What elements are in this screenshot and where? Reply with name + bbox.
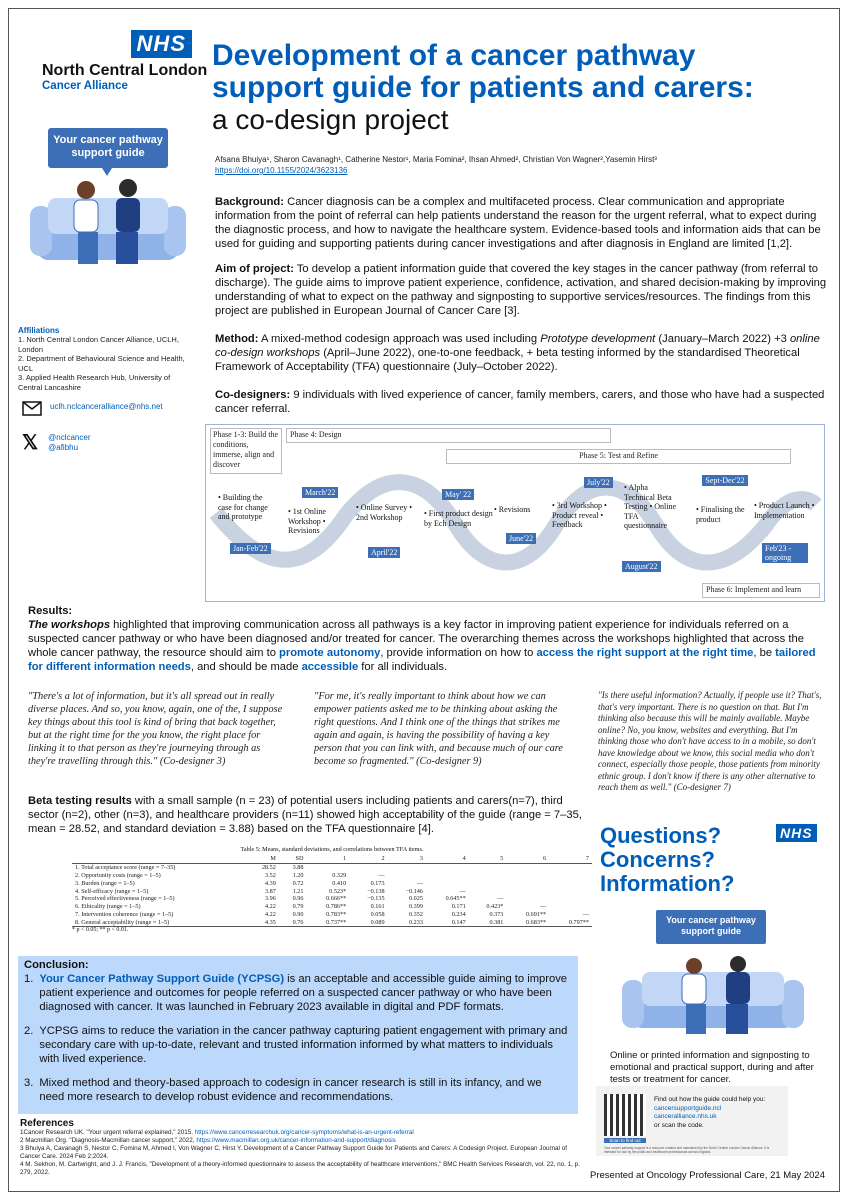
table-cell: 0.025 bbox=[408, 895, 423, 903]
table-cell: 28.52 bbox=[261, 864, 276, 872]
results-highlight-tailored: tailored for different information needs bbox=[28, 647, 816, 673]
timeline-step-1 bbox=[218, 493, 274, 522]
guide-label-bubble: Your cancer pathway support guide bbox=[48, 128, 168, 168]
table-cell bbox=[549, 887, 592, 895]
table-cell: 2. Opportunity costs (range = 1–5) bbox=[75, 871, 161, 879]
tfa-table bbox=[72, 855, 592, 926]
handle-1[interactable]: @nclcancer bbox=[48, 433, 91, 442]
th: 4 bbox=[462, 855, 466, 863]
table-cell: 0.089 bbox=[370, 918, 385, 926]
table-cell: — bbox=[497, 895, 504, 903]
background-text: Cancer diagnosis can be a complex and multifaceted process. Clear communication and appropriate information from the point of referral can help patients understand the reason for the urgent referral, what to expect during the diagnostic process, and how to navigate the healthcare system. Evidence-based tools and information aids that can be used for guiding and supporting patients during cancer investigations and after diagnosis in England are limited [1,2]. bbox=[215, 196, 821, 250]
table-cell: 0.058 bbox=[370, 910, 385, 918]
conclusion-content bbox=[24, 958, 569, 1104]
guide-illustration bbox=[18, 128, 188, 278]
aim-section bbox=[215, 262, 827, 318]
step-7-text: • Alpha Technical Beta Testing • Online TFA questionnaire bbox=[624, 483, 677, 530]
nhs-logo-block bbox=[42, 30, 207, 92]
table-cell: 0.423* bbox=[486, 903, 504, 911]
table-row bbox=[72, 872, 592, 880]
table-cell: 4.22 bbox=[265, 910, 276, 918]
table-cell: 4.39 bbox=[265, 879, 276, 887]
step-9-date: Feb'23 - ongoing bbox=[762, 543, 808, 563]
background-section bbox=[215, 195, 827, 251]
table-cell bbox=[426, 863, 469, 871]
table-cell bbox=[549, 863, 592, 871]
timeline-step-4 bbox=[424, 509, 494, 528]
th: SD bbox=[295, 855, 304, 863]
table-cell: 4.35 bbox=[265, 918, 276, 926]
step-3-date: April'22 bbox=[368, 547, 400, 558]
conclusion-item-3: 3. Mixed method and theory-based approach to codesign in cancer research is still in its infancy, and we need more research to develop robust evidence and recommendations. bbox=[24, 1076, 569, 1104]
step-1-date: Jan-Feb'22 bbox=[230, 543, 271, 554]
timeline-step-9 bbox=[754, 501, 816, 520]
table-cell: 3.88 bbox=[292, 864, 304, 872]
results-highlight-access: access the right support at the right time bbox=[536, 647, 754, 659]
promo-qr-card bbox=[596, 1086, 788, 1156]
table-cell: — bbox=[539, 903, 547, 911]
table-cell: 1.20 bbox=[292, 871, 304, 879]
quote-codesigner-9: "For me, it's really important to think about how we can empower patients asked me to be thinking about asking the right questions. And I think one of the things that strikes me again and again, is having the possibility of having a key person that you can link with, and because much of our care become so fragmented." (Co-designer 9) bbox=[314, 691, 563, 767]
table-cell: 0.352 bbox=[408, 910, 423, 918]
table-cell: 7. Intervention coherence (range = 1–5) bbox=[75, 910, 174, 918]
title-line-1: Development of a cancer pathway bbox=[212, 39, 696, 72]
results-text-1: highlighted that improving communication across all pathways is a key factor in improving patient experience for individuals referred on a suspected cancer pathway or who have been diagnosed and/or treated for cancer. The overarching themes across the workshops highlighted that across the whole cancer pathway, the resource should aim to bbox=[28, 619, 804, 659]
table-cell: −0.146 bbox=[405, 887, 423, 895]
couple-on-sofa-illustration bbox=[18, 128, 188, 278]
step-1-text: • Building the case for change and prototype bbox=[218, 493, 268, 521]
table-cell bbox=[469, 879, 507, 887]
affiliations-title: Affiliations bbox=[18, 326, 60, 335]
th: M bbox=[270, 855, 276, 863]
phase-6: Phase 6: Implement and learn bbox=[702, 583, 820, 598]
table-cell: 0.399 bbox=[408, 903, 423, 911]
promo-find-out bbox=[654, 1096, 784, 1130]
method-text-3: (April–June 2022), one-to-one feedback, + beta testing informed by the standardised Theoretical Framework of Acceptability (TFA) questionnaire (July–October 2022). bbox=[215, 347, 800, 373]
promo-information-text: Information? bbox=[600, 871, 735, 896]
table-cell: 0.161 bbox=[370, 903, 385, 911]
affiliation-1: 1. North Central London Cancer Alliance, UCLH, London bbox=[18, 335, 179, 354]
table-row bbox=[72, 903, 592, 911]
table-cell: 0.645** bbox=[445, 895, 466, 903]
timeline-diagram bbox=[205, 424, 825, 602]
conclusion-item-2: 2. YCPSG aims to reduce the variation in the cancer pathway capturing patient engagement with primary and secondary care with up-to-date, relevant and trusted information informed by what matters to individuals with lived experience. bbox=[24, 1025, 568, 1065]
step-5-text: • Revisions bbox=[494, 505, 531, 514]
codesigners-heading: Co-designers: bbox=[215, 389, 291, 401]
qr-label: Scan to find out bbox=[604, 1138, 646, 1143]
table-cell bbox=[306, 863, 349, 871]
results-text-4: , and should be made bbox=[190, 661, 302, 673]
table-cell bbox=[388, 872, 426, 880]
table-cell bbox=[506, 872, 549, 880]
table-caption: Table 5: Means, standard deviations, and correlations between TFA items. bbox=[240, 846, 424, 853]
promo-guide-label: Your cancer pathway support guide bbox=[656, 910, 766, 944]
table-row bbox=[72, 911, 592, 919]
table-cell: 0.90 bbox=[292, 910, 304, 918]
timeline-step-2 bbox=[288, 507, 348, 536]
step-7-date: August'22 bbox=[622, 561, 661, 572]
codesigners-section bbox=[215, 388, 827, 416]
social-row bbox=[22, 430, 90, 455]
promo-sofa-illustration bbox=[618, 946, 808, 1046]
table-cell: 0.76 bbox=[292, 918, 304, 926]
table-cell bbox=[506, 895, 549, 903]
background-heading: Background: bbox=[215, 196, 284, 208]
conclusion-item-3-text: Mixed method and theory-based approach to codesign in cancer research is still in its infancy, and we need more research to develop robust evidence and recommendations. bbox=[39, 1077, 542, 1103]
step-2-text: • 1st Online Workshop • Revisions bbox=[288, 507, 326, 535]
timeline-step-7 bbox=[624, 483, 680, 531]
table-cell: 0.234 bbox=[451, 910, 466, 918]
table-cell bbox=[349, 863, 387, 871]
table-cell: 0.691** bbox=[526, 910, 547, 918]
table-row bbox=[72, 887, 592, 895]
reference-1 bbox=[20, 1129, 580, 1137]
email-row bbox=[22, 398, 163, 416]
table-cell: 0.381 bbox=[489, 918, 504, 926]
table-cell: 0.666** bbox=[326, 895, 347, 903]
th: 6 bbox=[543, 855, 547, 863]
th bbox=[72, 855, 246, 863]
table-cell bbox=[469, 863, 507, 871]
codesigners-text: 9 individuals with lived experience of cancer, family members, carers, and those who have had a suspected cancer referral. bbox=[215, 389, 825, 415]
results-heading: Results: bbox=[28, 605, 73, 617]
table-cell: 8. General acceptability (range = 1–5) bbox=[75, 918, 170, 926]
conclusion-heading: Conclusion: bbox=[24, 959, 89, 971]
step-6-date: July'22 bbox=[584, 477, 613, 488]
qr-code-icon bbox=[604, 1094, 646, 1136]
affiliation-2: 2. Department of Behavioural Science and Health, UCL bbox=[18, 354, 185, 373]
table-cell: 0.96 bbox=[292, 895, 304, 903]
table-row bbox=[72, 879, 592, 887]
table-cell: 6. Ethicality (range = 1–5) bbox=[75, 903, 141, 911]
table-cell bbox=[506, 887, 549, 895]
method-heading: Method: bbox=[215, 333, 259, 345]
step-4-date: May' 22 bbox=[442, 489, 474, 500]
table-cell: — bbox=[416, 879, 423, 887]
table-cell: 0.329 bbox=[332, 871, 347, 879]
table-cell bbox=[506, 879, 549, 887]
reference-2 bbox=[20, 1137, 580, 1145]
table-cell: 0.147 bbox=[451, 918, 466, 926]
phase-5: Phase 5: Test and Refine bbox=[446, 449, 791, 464]
promo-concerns-text: Concerns? bbox=[600, 847, 715, 872]
timeline-step-3 bbox=[356, 503, 416, 522]
table-cell bbox=[469, 872, 507, 880]
table-cell: 0.233 bbox=[408, 918, 423, 926]
promo-scan: or scan the code. bbox=[654, 1121, 704, 1129]
table-cell: — bbox=[459, 887, 466, 895]
step-8-date: Sept-Dec'22 bbox=[702, 475, 748, 486]
quote-codesigner-7: "Is there useful information? Actually, if people use it? That's, that's very important. There is no question on that. But I'm thinking also because this will be mainly available. Maybe online? No, you know, websites and everything. But I'm thinking those who don't have access to in a mobile, so don't have knowledge about we know, this social media who don't connect, especially those people, those patients from minority ethnic group. I don't know if there is any other alternative to reach them as well." (Co-designer 7) bbox=[598, 690, 822, 792]
table-cell: 3.87 bbox=[265, 887, 276, 895]
subtitle: a co-design project bbox=[212, 104, 449, 135]
table-cell: — bbox=[378, 871, 385, 879]
table-body bbox=[72, 863, 592, 926]
table-cell: 1. Total acceptance score (range = 7–35) bbox=[75, 864, 176, 872]
table-cell bbox=[388, 863, 426, 871]
mail-icon bbox=[22, 398, 42, 416]
org-name: North Central London bbox=[42, 62, 208, 79]
table-cell: 0.79 bbox=[292, 903, 304, 911]
table-cell: 0.783** bbox=[326, 910, 347, 918]
results-lead: The workshops bbox=[28, 619, 111, 631]
reference-2-link[interactable]: https://www.macmillan.org.uk/cancer-information-and-support/diagnosis bbox=[196, 1137, 396, 1144]
th: 1 bbox=[343, 855, 347, 863]
authors: Afsana Bhuiya¹, Sharon Cavanagh¹, Catherine Nestor¹, Maria Fomina², Ihsan Ahmed², Christian Von Wagner²,Yasemin Hirst³ bbox=[215, 155, 657, 164]
table-cell bbox=[549, 872, 592, 880]
results-highlight-accessible: accessible bbox=[301, 661, 359, 673]
table-cell bbox=[426, 879, 469, 887]
timeline-step-8 bbox=[696, 505, 746, 524]
nhs-logo: NHS bbox=[131, 30, 192, 58]
references bbox=[20, 1118, 580, 1177]
table-row bbox=[72, 918, 592, 926]
phase-1-3: Phase 1-3: Build the conditions, immerse, align and discover bbox=[210, 428, 282, 474]
table-cell: 3.52 bbox=[265, 871, 276, 879]
table-row bbox=[72, 895, 592, 903]
conclusion-box bbox=[18, 956, 578, 1114]
promo-nhs-logo: NHS bbox=[776, 824, 817, 842]
reference-1-text: 1Cancer Research UK. "Your urgent referral explained," 2015. bbox=[20, 1129, 195, 1136]
promo-questions-text: Questions? bbox=[600, 823, 722, 848]
method-section bbox=[215, 332, 827, 374]
tfa-table-block bbox=[72, 846, 592, 933]
promo-description: Online or printed information and signposting to emotional and practical support, during and after tests or treatment for cancer. bbox=[610, 1050, 814, 1085]
presented-footer: Presented at Oncology Professional Care, 21 May 2024 bbox=[590, 1170, 825, 1181]
promo-find-out-text: Find out how the guide could help you: bbox=[654, 1096, 766, 1103]
table-cell bbox=[549, 903, 592, 911]
email-link[interactable]: uclh.nclcanceralliance@nhs.net bbox=[50, 402, 163, 412]
table-cell: 3. Burden (range = 1–5) bbox=[75, 879, 135, 887]
results-text-3: , be bbox=[753, 647, 776, 659]
table-cell: 3.96 bbox=[265, 895, 276, 903]
step-9-text: • Product Launch • Implementation bbox=[754, 501, 815, 520]
conclusion-item-1-lead: Your Cancer Pathway Support Guide (YCPSG) bbox=[39, 973, 285, 985]
beta-text: with a small sample (n = 23) of potential users including patients and carers(n=7), third sector (n=2), other (n=3), and healthcare providers (n=11) showed high acceptability of the guide (range = 7–35, mean = 28.52, and standard deviation = 3.88) based on the TFA questionnaire [4]. bbox=[28, 795, 582, 835]
table-cell: −0.138 bbox=[367, 887, 385, 895]
table-cell: 0.786** bbox=[326, 903, 347, 911]
beta-heading: Beta testing results bbox=[28, 795, 132, 807]
handle-2[interactable]: @afibhu bbox=[48, 442, 79, 452]
aim-heading: Aim of project: bbox=[215, 263, 294, 275]
table-cell: 0.72 bbox=[292, 879, 304, 887]
table-cell bbox=[469, 887, 507, 895]
affiliation-3: 3. Applied Health Research Hub, University of Central Lancashire bbox=[18, 373, 171, 392]
table-row bbox=[72, 863, 592, 871]
table-footnote: * p < 0.05; ** p < 0.01. bbox=[72, 926, 592, 933]
step-2-date: March'22 bbox=[302, 487, 338, 498]
reference-1-link[interactable]: https://www.cancerresearchuk.org/cancer-symptoms/what-is-an-urgent-referral bbox=[194, 1129, 414, 1136]
table-cell: 0.410 bbox=[332, 879, 347, 887]
references-heading: References bbox=[20, 1118, 74, 1129]
conclusion-item-2-text: YCPSG aims to reduce the variation in the cancer pathway capturing patient engagement with primary and secondary care with up-to-date, relevant and trusted information informed by what matters to individuals with lived experience. bbox=[39, 1025, 568, 1065]
table-cell bbox=[426, 872, 469, 880]
promo-url[interactable]: cancersupportguide.ncl canceralliance.nhs.uk bbox=[654, 1104, 722, 1120]
promo-questions bbox=[600, 824, 734, 896]
method-workshops: online co-design workshops bbox=[215, 333, 820, 359]
table-cell: 5. Perceived effectiveness (range = 1–5) bbox=[75, 895, 175, 903]
aim-text: To develop a patient information guide that covered the key stages in the cancer pathway (from referral to discharge). The guide aims to improve patient experience, confidence, activation, and shared decision-making by improving understanding of what to expect on the pathway and signposting to supportive services/resources. The findings from this project are published in European Journal of Cancer Care [3]. bbox=[215, 263, 827, 317]
step-5-date: June'22 bbox=[506, 533, 536, 544]
results-section bbox=[28, 604, 828, 674]
method-prototype: Prototype development bbox=[540, 333, 656, 345]
th: 3 bbox=[419, 855, 423, 863]
conclusion-item-1-text: is an acceptable and accessible guide aiming to improve patient experience and outcomes for people referred on a suspected cancer pathway or who have been diagnosed with cancer. It was launched in February 2023 available in digital and PDF formats. bbox=[39, 973, 568, 1013]
promo-flyer bbox=[596, 818, 828, 1160]
table-header-row bbox=[72, 855, 592, 863]
table-cell: 0.173 bbox=[370, 879, 385, 887]
table-cell: 0.797** bbox=[568, 918, 589, 926]
table-cell: 4. Self-efficacy (range = 1–5) bbox=[75, 887, 149, 895]
quote-codesigner-3: "There's a lot of information, but it's all spread out in really diverse places. And so, you know, again, one of the, I suppose key things about this tool is kind of bring that back together, but at the right time for the you know, the right place for linking it to that person as they're journeying through as they're travelling through this." (Co-designer 3) bbox=[28, 691, 283, 767]
affiliations bbox=[18, 326, 188, 392]
table-cell bbox=[506, 863, 549, 871]
method-text-2: (January–March 2022) +3 bbox=[655, 333, 790, 345]
table-cell bbox=[549, 895, 592, 903]
results-text-5: for all individuals. bbox=[358, 661, 448, 673]
results-text-2: , provide information on how to bbox=[380, 647, 537, 659]
org-subname: Cancer Alliance bbox=[42, 80, 128, 92]
doi-link[interactable]: https://doi.org/10.1155/2024/3623136 bbox=[215, 166, 348, 175]
phase-4: Phase 4: Design bbox=[286, 428, 611, 443]
step-4-text: • First product design by Ech Design bbox=[424, 509, 493, 528]
table-cell: 4.22 bbox=[265, 903, 276, 911]
step-8-text: • Finalising the product bbox=[696, 505, 745, 524]
step-3-text: • Online Survey • 2nd Workshop bbox=[356, 503, 413, 522]
table-cell: 1.21 bbox=[292, 887, 304, 895]
th: 5 bbox=[500, 855, 504, 863]
table-cell: 0.171 bbox=[451, 903, 466, 911]
promo-fine-print: Your cancer pathway support is a resource created and maintained by the North Central London Cancer Alliance. It is intended for use by the public and healthcare professionals across England. bbox=[604, 1146, 770, 1154]
method-text-1: A mixed-method codesign approach was used including bbox=[258, 333, 541, 345]
timeline-step-5 bbox=[494, 505, 549, 515]
reference-4: 4 M. Sekhon, M. Cartwright, and J. J. Francis, "Development of a theory-informed questionnaire to assess the acceptability of healthcare interventions," BMC Health Services Research, vol. 22, no. 1, p. 279, 2022. bbox=[20, 1161, 580, 1176]
table-cell: 0.523* bbox=[329, 887, 347, 895]
table-cell: — bbox=[582, 910, 589, 918]
th: 2 bbox=[381, 855, 385, 863]
table-cell: 0.737** bbox=[326, 918, 347, 926]
reference-2-text: 2 Macmillan Org. "Diagnosis-Macmillan cancer support," 2022, bbox=[20, 1137, 197, 1144]
table-cell: 0.683** bbox=[526, 918, 547, 926]
table-cell: −0.135 bbox=[367, 895, 385, 903]
table-cell bbox=[549, 879, 592, 887]
title-line-2: support guide for patients and carers: bbox=[212, 71, 754, 104]
th: 7 bbox=[585, 855, 589, 863]
x-logo-icon: 𝕏 bbox=[22, 432, 39, 454]
timeline-step-6 bbox=[552, 501, 616, 530]
results-highlight-autonomy: promote autonomy bbox=[279, 647, 381, 659]
reference-3: 3 Bhuiya A, Cavanagh S, Nestor C, Fomina M, Ahmed I, Von Wagner C, Hirst Y. Development of a Cancer Pathway Support Guide for Patients and Carers: A Codesign Project. European Journal of Cancer Care. 2024 Feb 2;2024. bbox=[20, 1145, 567, 1160]
beta-section bbox=[28, 794, 594, 836]
step-6-text: • 3rd Workshop • Product reveal • Feedback bbox=[552, 501, 607, 529]
title-block bbox=[212, 40, 832, 136]
conclusion-item-1: 1. Your Cancer Pathway Support Guide (YCPSG) is an acceptable and accessible guide aiming to improve patient experience and outcomes for people referred on a suspected cancer pathway or who have been diagnosed with cancer. It was launched in February 2023 available in digital and PDF formats. bbox=[24, 973, 568, 1013]
table-cell: 0.373 bbox=[489, 910, 504, 918]
